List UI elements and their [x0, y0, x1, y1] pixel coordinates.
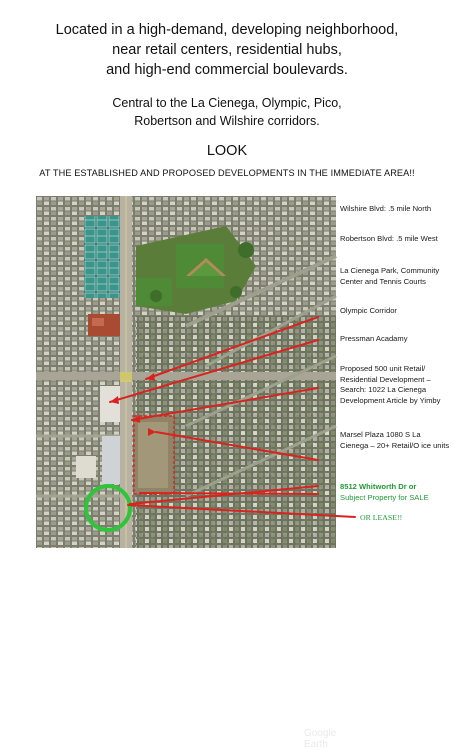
proposed-arrow — [132, 388, 318, 420]
subject-description: Subject Property for SALE — [340, 492, 429, 502]
headline-line-1: Located in a high-demand, developing neighborhood, — [55, 22, 399, 38]
label-proposed: Proposed 500 unit Retail/ Residential Development – Search: 1022 La Cienega Development Article by Yimby — [340, 364, 441, 405]
label-or-lease: OR LEASE!! — [360, 513, 403, 522]
headline-line-2: near retail centers, residential hubs, — [112, 42, 342, 58]
subject-address: 8512 Whitworth Dr or — [340, 482, 417, 491]
subject-arrow — [130, 486, 318, 504]
look-subtitle: AT THE ESTABLISHED AND PROPOSED DEVELOPMENTS IN THE IMMEDIATE AREA!! — [39, 168, 415, 178]
lease-arrow — [128, 505, 355, 517]
marsel-arrow — [156, 432, 318, 460]
subheading-line-2: Robertson and Wilshire corridors. — [134, 114, 320, 128]
label-marsel: Marsel Plaza 1080 S La Cienega – 20+ Retail/O ice units — [340, 430, 450, 450]
label-olympic: Olympic Corridor — [340, 306, 397, 315]
subheading-line-1: Central to the La Cienega, Olympic, Pico, — [112, 96, 342, 110]
label-pressman: Pressman Acadamy — [340, 334, 408, 343]
headline-line-3: and high-end commercial boulevards. — [106, 62, 348, 78]
label-wilshire: Wilshire Blvd: .5 mile North — [340, 204, 432, 213]
label-park: La Cienega Park, Community Center and Tennis Courts — [340, 266, 440, 286]
label-robertson: Robertson Blvd: .5 mile West — [340, 234, 438, 243]
look-title: LOOK — [206, 143, 248, 159]
google-earth-watermark: Google Earth — [304, 728, 337, 750]
